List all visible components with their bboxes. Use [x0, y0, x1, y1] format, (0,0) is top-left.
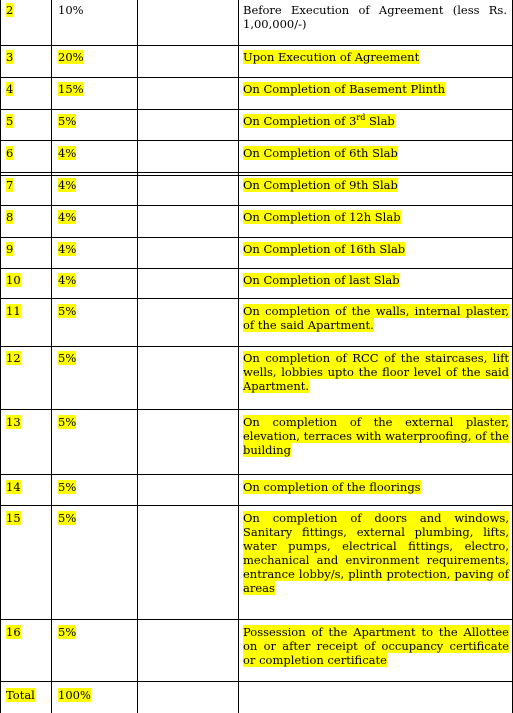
row-divider	[0, 409, 513, 410]
column-divider-2	[137, 0, 138, 713]
table-border-left	[0, 0, 1, 713]
row-description-text: On completion of the external plaster, elevation, terraces with waterproofing, of the building	[243, 415, 509, 457]
row-divider	[0, 205, 513, 206]
column-divider-3	[238, 0, 239, 713]
row-divider	[0, 45, 513, 46]
row-percent: 5%	[58, 511, 77, 525]
row-description: On Completion of 9th Slab	[243, 178, 398, 192]
row-percent: 10%	[58, 3, 84, 17]
row-percent: 5%	[58, 625, 77, 639]
row-divider	[0, 681, 513, 682]
row-percent: 15%	[58, 82, 84, 96]
row-description: On Completion of last Slab	[243, 273, 400, 287]
row-number: 16	[6, 625, 21, 639]
row-percent: 5%	[58, 480, 77, 494]
row-description: On Completion of 16th Slab	[243, 242, 406, 256]
row-percent: 20%	[58, 50, 84, 64]
row-divider	[0, 346, 513, 347]
row-number: 6	[6, 146, 14, 160]
row-percent: 4%	[58, 178, 77, 192]
row-percent: 4%	[58, 146, 77, 160]
row-number: 3	[6, 50, 14, 64]
row-description: On Completion of 12h Slab	[243, 210, 401, 224]
row-number: 13	[6, 415, 21, 429]
row-description	[243, 351, 509, 393]
row-description	[243, 625, 509, 667]
row-divider	[0, 175, 513, 176]
row-number: 15	[6, 511, 21, 525]
row-description: On Completion of 6th Slab	[243, 146, 398, 160]
row-number: 11	[6, 304, 21, 318]
row-description: On Completion of Basement Plinth	[243, 82, 446, 96]
row-description	[243, 415, 509, 457]
row-percent: 4%	[58, 210, 77, 224]
row-percent: 4%	[58, 242, 77, 256]
row-percent: 5%	[58, 415, 77, 429]
row-percent: 5%	[58, 304, 77, 318]
row-description-text: On completion of the walls, internal plaster, of the said Apartment.	[243, 304, 509, 332]
total-label: Total	[6, 688, 35, 702]
row-number: 14	[6, 480, 21, 494]
row-divider	[0, 505, 513, 506]
row-divider	[0, 109, 513, 110]
row-divider	[0, 298, 513, 299]
row-number: 8	[6, 210, 14, 224]
row-percent: 5%	[58, 114, 77, 128]
row-number: 4	[6, 82, 14, 96]
ordinal-suffix: rd	[356, 113, 366, 123]
row-percent: 4%	[58, 273, 77, 287]
row-number: 9	[6, 242, 14, 256]
row-description-text: On completion of doors and windows, Sanitary fittings, external plumbing, lifts, water pumps, electrical fittings, electro, mechanical and environment requirements, entrance lobby/s, plinth protection, paving of areas	[243, 511, 509, 595]
row-description: On completion of the floorings	[243, 480, 421, 494]
row-divider	[0, 619, 513, 620]
row-description	[243, 304, 509, 332]
row-number: 7	[6, 178, 14, 192]
row-description: On Completion of 3rd Slab	[243, 113, 395, 128]
total-percent: 100%	[58, 688, 91, 702]
row-percent: 5%	[58, 351, 77, 365]
row-description: Before Execution of Agreement (less Rs. 1,00,000/-)	[243, 3, 507, 31]
row-divider	[0, 140, 513, 141]
row-divider	[0, 474, 513, 475]
row-description-text: On completion of RCC of the staircases, lift wells, lobbies upto the floor level of the said Apartment.	[243, 351, 509, 393]
row-number: 2	[6, 3, 14, 17]
row-description	[243, 511, 509, 595]
row-divider	[0, 172, 513, 173]
row-number: 12	[6, 351, 21, 365]
row-divider	[0, 237, 513, 238]
row-description-text: Possession of the Apartment to the Allottee on or after receipt of occupancy certificate or completion certificate	[243, 625, 509, 667]
row-description: Upon Execution of Agreement	[243, 50, 420, 64]
row-divider	[0, 268, 513, 269]
row-divider	[0, 77, 513, 78]
column-divider-1	[51, 0, 52, 713]
row-number: 5	[6, 114, 14, 128]
row-number: 10	[6, 273, 21, 287]
